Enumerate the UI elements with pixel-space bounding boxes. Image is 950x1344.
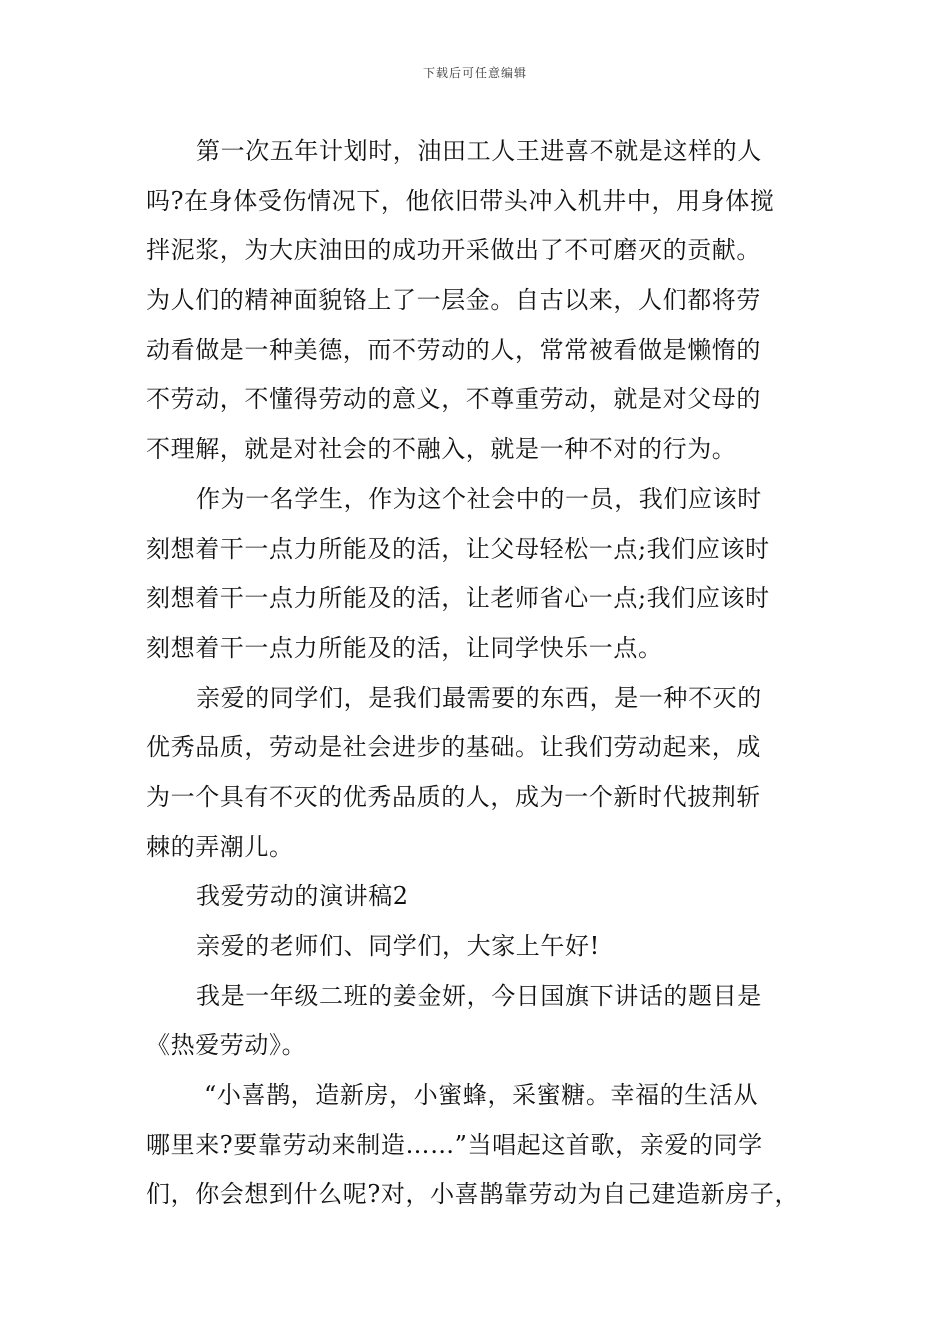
- text-line: 不劳动，不懂得劳动的意义，不尊重劳动，就是对父母的: [146, 385, 761, 414]
- text-line: 不理解，就是对社会的不融入，就是一种不对的行为。: [146, 435, 737, 464]
- text-line: 我是一年级二班的姜金妍，今日国旗下讲话的题目是: [196, 981, 762, 1010]
- text-line: 动看做是一种美德，而不劳动的人，常常被看做是懒惰的: [146, 335, 761, 364]
- text-line: 刻想着干一点力所能及的活，让老师省心一点;我们应该时: [146, 584, 770, 613]
- text-line: 《热爱劳动》。: [146, 1031, 307, 1060]
- text-line: 为人们的精神面貌铬上了一层金。自古以来，人们都将劳: [146, 286, 761, 315]
- page-header-note: 下载后可任意编辑: [422, 66, 527, 80]
- text-line: 第一次五年计划时，油田工人王进喜不就是这样的人: [196, 137, 762, 165]
- text-line: 作为一名学生，作为这个社会中的一员，我们应该时: [196, 484, 762, 513]
- greeting-line: 亲爱的老师们、同学们，大家上午好!: [196, 932, 600, 960]
- text-line: 拌泥浆，为大庆油田的成功开采做出了不可磨灭的贡献。: [146, 236, 761, 265]
- text-line: 亲爱的同学们，是我们最需要的东西，是一种不灭的: [196, 683, 762, 712]
- text-line: 刻想着干一点力所能及的活，让父母轻松一点;我们应该时: [146, 534, 770, 563]
- text-line: 棘的弄潮儿。: [146, 832, 294, 861]
- text-line: 优秀品质，劳动是社会进步的基础。让我们劳动起来，成: [146, 733, 761, 762]
- text-line: “小喜鹊，造新房，小蜜蜂，采蜜糖。幸福的生活从: [204, 1081, 759, 1110]
- text-line: 吗?在身体受伤情况下，他依旧带头冲入机井中，用身体搅: [146, 186, 775, 215]
- text-line: 为一个具有不灭的优秀品质的人，成为一个新时代披荆斩: [146, 782, 761, 811]
- text-line: 刻想着干一点力所能及的活，让同学快乐一点。: [146, 633, 663, 662]
- document-body: [146, 127, 816, 1220]
- section-title: 我爱劳动的演讲稿2: [196, 882, 409, 911]
- text-line: 们，你会想到什么呢?对，小喜鹊靠劳动为自己建造新房子，: [146, 1180, 800, 1209]
- text-line: 哪里来?要靠劳动来制造……”当唱起这首歌，亲爱的同学: [146, 1130, 763, 1159]
